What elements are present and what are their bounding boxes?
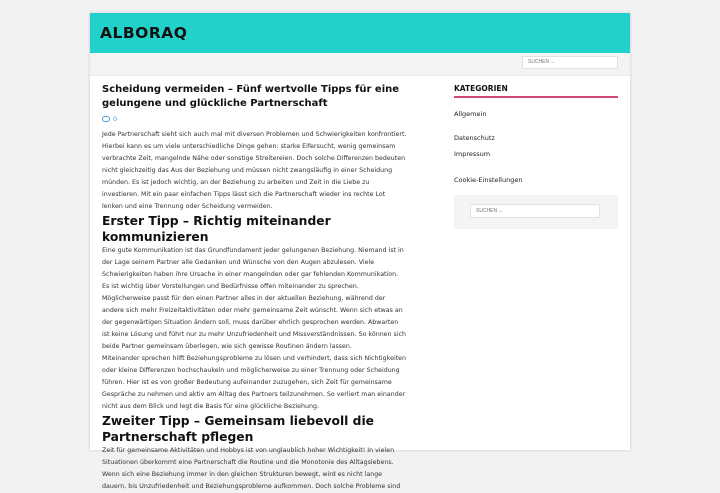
body-line: Schwierigkeiten haben ihre Ursache in einer mangelnden oder gar fehlenden Kommunikation. bbox=[102, 271, 399, 278]
comment-count: 0 bbox=[113, 115, 118, 123]
body-line: führen. Hier ist es von großer Bedeutung aufeinander zuzugehen, sich Zeit für gemeinsame bbox=[102, 379, 392, 386]
site-header bbox=[90, 13, 630, 53]
intro-line: verbrachte Zeit, mangelnde Nähe oder sonstige Streitereien. Doch solche Differenzen bedeuten bbox=[102, 155, 406, 162]
main-content bbox=[102, 83, 440, 493]
body-line: Es ist wichtig über Vorstellungen und Bedürfnisse offen miteinander zu sprechen. bbox=[102, 283, 359, 290]
body-line: dauern, bis Unzufriedenheit und Beziehungsprobleme aufkommen. Doch solche Probleme sind bbox=[102, 483, 401, 490]
body-line: der gegenwärtigen Situation ändern soll, muss darüber ehrlich gesprochen werden. Abwarten bbox=[102, 319, 399, 326]
body-line: Gespräche zu nehmen und aktiv am Alltag des Partners teilzunehmen. So verliert man einander bbox=[102, 391, 406, 398]
top-bar bbox=[90, 53, 630, 76]
list-spacer bbox=[454, 120, 618, 132]
site-title[interactable]: ALBORAQ bbox=[100, 24, 188, 42]
body-line: nicht aus dem Blick und legt die Basis für eine glückliche Beziehung. bbox=[102, 403, 319, 410]
post-title: Scheidung vermeiden – Fünf wertvolle Tipps für eine gelungene und glückliche Partnerschaft bbox=[102, 84, 400, 109]
intro-line: münden. Es ist jedoch wichtig, an der Beziehung zu arbeiten und Zeit in die Liebe zu bbox=[102, 179, 370, 186]
body-line: Situationen überkommt eine Partnerschaft die Routine und die Monotonie des Alltagslebens. bbox=[102, 459, 394, 466]
body-line: Zeit für gemeinsame Aktivitäten und Hobbys ist von unglaublich hoher Wichtigkeit! In vielen bbox=[102, 447, 395, 454]
page-link-impressum[interactable]: Impressum bbox=[454, 150, 491, 158]
section-heading-1: Erster Tipp – Richtig miteinander kommunizieren bbox=[102, 214, 331, 244]
intro-line: nicht gleichzeitig das Aus der Beziehung und müssen nicht zwangsläufig in einer Scheidung bbox=[102, 167, 393, 174]
intro-line: investieren. Mit ein paar einfachen Tipps lässt sich die Partnerschaft wieder ins rechte Lot bbox=[102, 191, 386, 198]
comment-bubble-icon bbox=[102, 116, 110, 122]
comment-count-link[interactable] bbox=[102, 113, 440, 125]
section-heading-2 bbox=[102, 413, 440, 445]
intro-line: lenken und eine Trennung oder Scheidung vermeiden. bbox=[102, 203, 273, 210]
section-1-paragraph bbox=[102, 245, 440, 413]
intro-line: Jede Partnerschaft sieht sich auch mal mit diversen Problemen und Schwierigkeiten konfrontiert. bbox=[102, 131, 407, 138]
body-line: Eine gute Kommunikation ist das Grundfundament jeder gelungenen Beziehung. Niemand ist in bbox=[102, 247, 404, 254]
body-line: oder kleine Differenzen hochschaukeln und möglicherweise zu einer Trennung oder Scheidung bbox=[102, 367, 400, 374]
page-link-datenschutz[interactable]: Datenschutz bbox=[454, 134, 495, 142]
body-line: beide Partner gemeinsam überlegen, wie sich gewisse Routinen ändern lassen. bbox=[102, 343, 352, 350]
cookie-settings-link[interactable]: Cookie-Einstellungen bbox=[454, 176, 523, 184]
body-line: Möglicherweise passt für den einen Partner alles in der aktuellen Beziehung, während der bbox=[102, 295, 386, 302]
body-line: Miteinander sprechen hilft Beziehungsprobleme zu lösen und verhindert, dass sich Nichtigkeiten bbox=[102, 355, 407, 362]
page-container bbox=[90, 13, 630, 490]
sidebar bbox=[454, 83, 618, 229]
search-input[interactable] bbox=[522, 56, 618, 69]
intro-line: Hierbei kann es um viele unterschiedliche Dinge gehen: starke Eifersucht, wenig gemeinsam bbox=[102, 143, 396, 150]
section-heading-2-line: Zweiter Tipp – Gemeinsam liebevoll die bbox=[102, 414, 375, 428]
body-line: der Lage seinem Partner alle Gedanken und Wünsche von den Augen abzulesen. Viele bbox=[102, 259, 375, 266]
categories-list bbox=[454, 108, 618, 186]
intro-paragraph bbox=[102, 129, 440, 213]
section-2-paragraph bbox=[102, 445, 440, 493]
search-widget bbox=[454, 195, 618, 229]
body-line: andere sich mehr Freizeitaktivitäten oder mehr gemeinsame Zeit wünscht. Wenn sich etwas an bbox=[102, 307, 403, 314]
body-line: ist keine Lösung und führt nur zu mehr Unzufriedenheit und Missverständnissen. So können sich bbox=[102, 331, 407, 338]
sidebar-search-input[interactable] bbox=[470, 204, 600, 218]
body-line: Wenn sich eine Beziehung immer in den gleichen Strukturen bewegt, wird es nicht lange bbox=[102, 471, 383, 478]
category-link-allgemein[interactable]: Allgemein bbox=[454, 110, 487, 118]
list-spacer bbox=[454, 160, 618, 174]
section-heading-2-line: Partnerschaft pflegen bbox=[102, 430, 254, 444]
categories-heading: KATEGORIEN bbox=[454, 83, 618, 98]
